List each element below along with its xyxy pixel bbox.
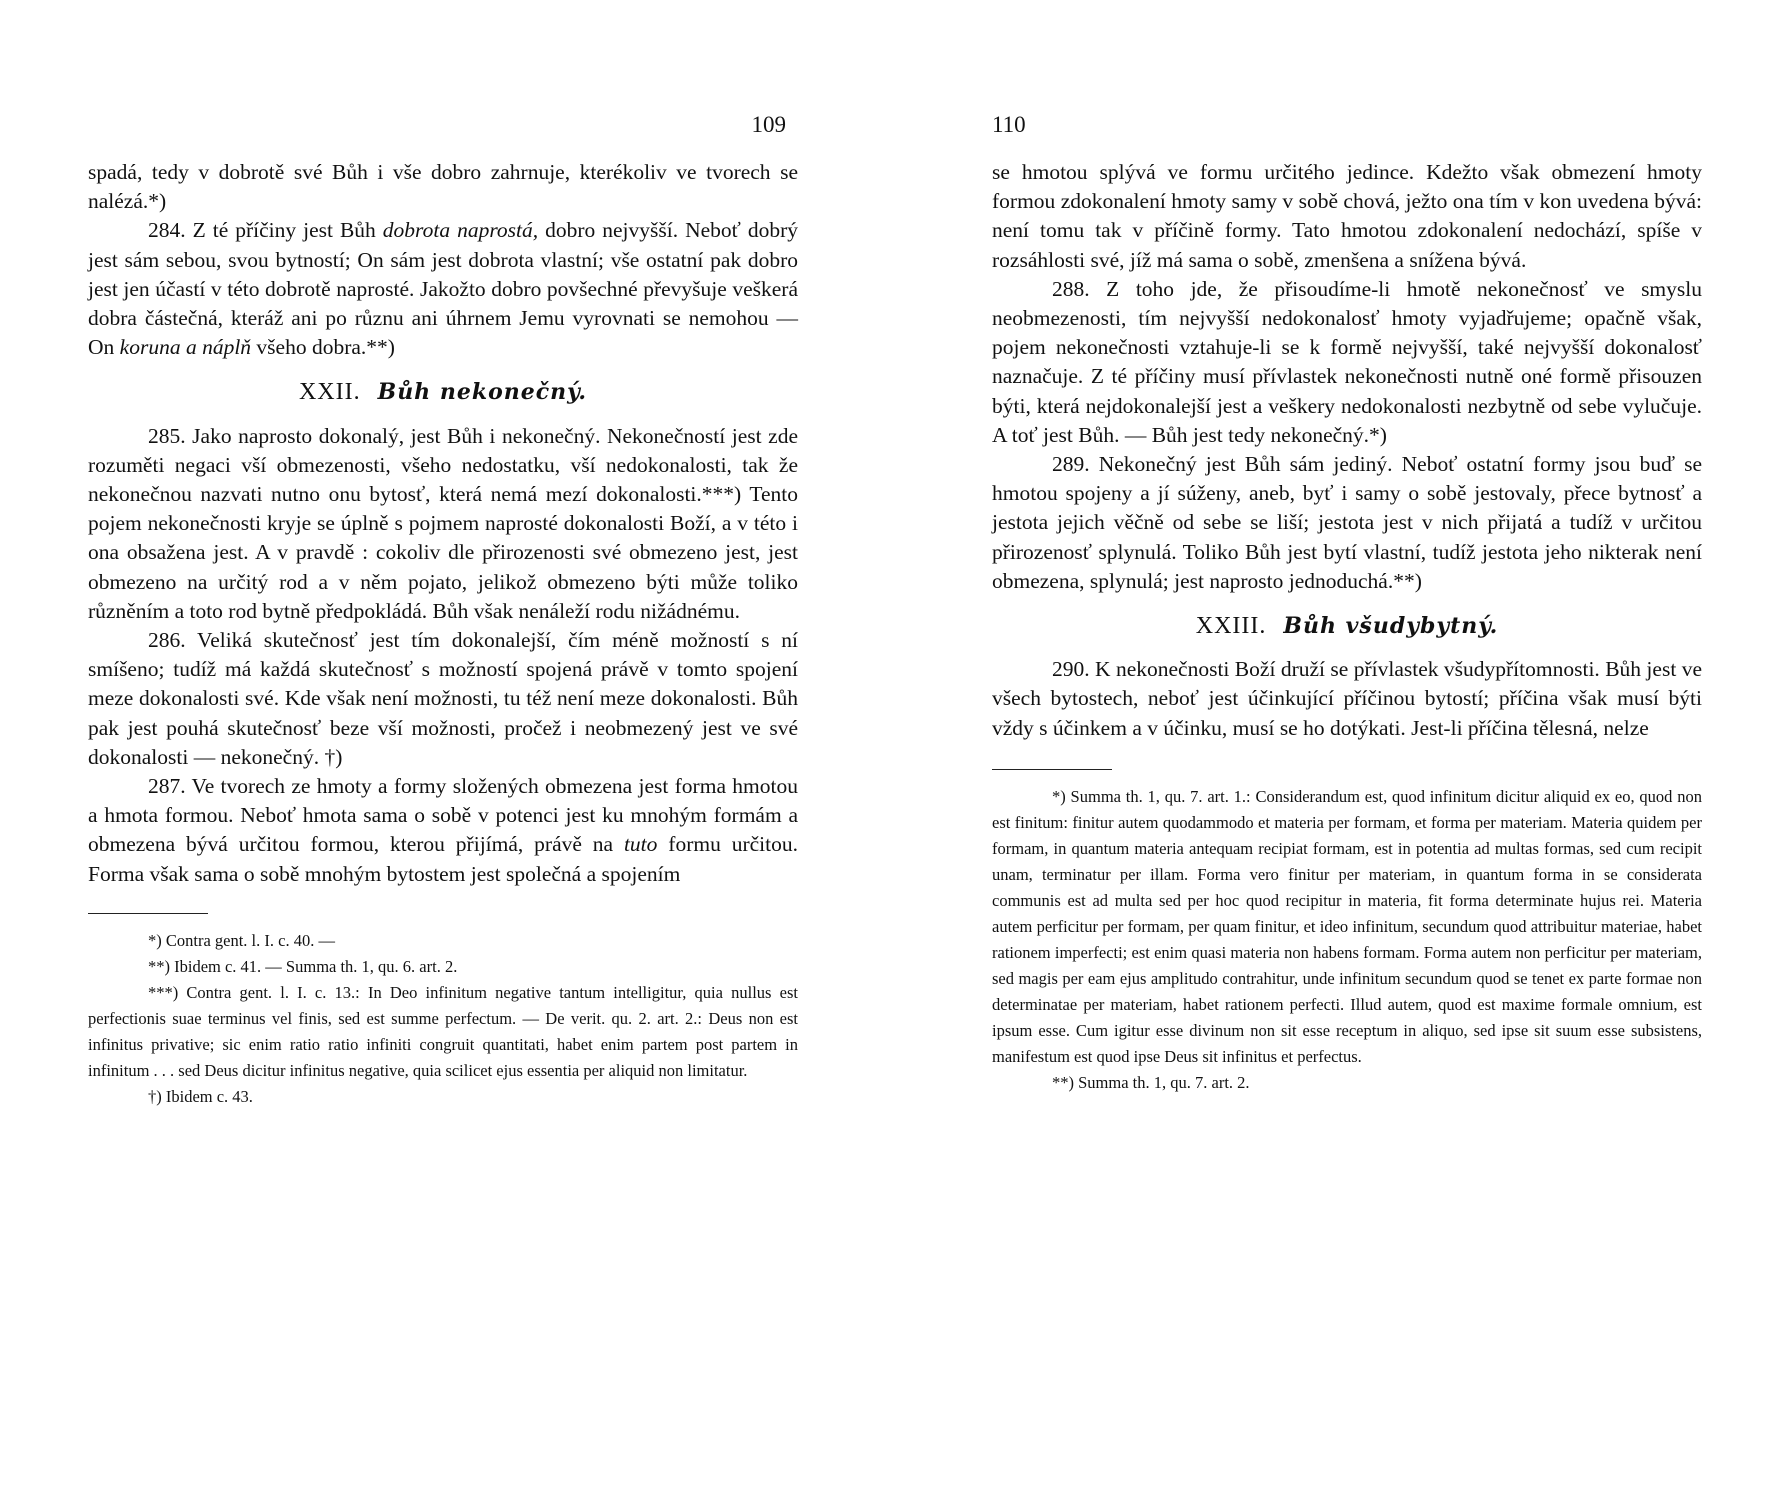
text-run: 287. Ve tvorech ze hmoty a formy složených obmezena jest forma hmotou a hmota formou. Neboť hmota sama o sobě v potenci jest ku mnohým formám a obmezena bývá určitou formou, kterou přijímá, právě na (88, 774, 798, 857)
footnotes (88, 928, 798, 1110)
section-number: XXII. (298, 379, 361, 406)
section-title: Bůh nekonečný. (377, 379, 588, 406)
footnote: **) Summa th. 1, qu. 7. art. 2. (1052, 1072, 1250, 1092)
paragraph-continuation: spadá, tedy v dobrotě své Bůh i vše dobro zahrnuje, kterékoliv ve tvorech se nalézá.*) (88, 160, 798, 214)
text-run: 284. Z té příčiny jest Bůh (148, 218, 383, 243)
text-run: všeho dobra.**) (251, 335, 395, 360)
body-text (88, 158, 798, 889)
section-heading (992, 612, 1702, 641)
body-text (992, 158, 1702, 743)
page-number: 110 (992, 112, 1026, 137)
section-number: XXIII. (1195, 613, 1267, 640)
paragraph-290: 290. K nekonečnosti Boží druží se přívlastek všudypřítomnosti. Bůh jest ve všech bytostech, neboť jest účinkující příčinou bytostí; příčina však musí býti vždy s účinkem a v účinku, musí se ho dotýkati. Jest-li příčina tělesná, nelze (992, 657, 1702, 740)
text-run: formu určitou. Forma však sama o sobě mnohým bytostem jest společná a spojením (88, 832, 798, 886)
footnote: *) Summa th. 1, qu. 7. art. 1.: Considerandum est, quod infinitum dicitur aliquid ex eo, quod non est finitum: finitur autem quodammodo et materia per formam, et forma per materiam. Materia quidem per formam, in quantum materia antequam recipiat formam, est in potentia ad multas formas, sed cum recipit unam, terminatur per illam. Forma vero finitur per materiam, in quantum forma in se considerata communis est ad multa sed per hoc quod recipitur in materia, fit forma determinate hujus rei. Materia autem perficitur per formam, per quam finitur, et ideo infinitum, secundum quod attribuitur materiae, habet rationem imperfecti; est enim quasi materia non habens formam. Forma autem non perficitur per materiam, sed magis per eam ejus amplitudo contrahitur, unde infinitum secundum quod se tenet ex parte formae non determinatae per materiam, habet rationem perfecti. Illud autem, quod est maxime formale omnium, est ipsum esse. Cum igitur esse divinum non sit esse receptum in aliquo, sed ipse sit suum esse subsistens, manifestum est quod ipse Deus sit infinitus et perfectus. (992, 786, 1702, 1066)
paragraph-285: 285. Jako naprosto dokonalý, jest Bůh i nekonečný. Nekonečností jest zde rozuměti negaci vší obmezenosti, všeho nedostatku, vší nedokonalosti, tak že nekonečnou nazvati nutno onu bytosť, která nemá mezí dokonalosti.***) Tento pojem nekonečnosti kryje se úplně s pojmem naprosté dokonalosti Boží, a v této i ona obsažena jest. A v pravdě : cokoliv dle přirozenosti své obmezeno jest, jest obmezeno na určitý rod a v něm pojato, jelikož obmezeno býti může toliko různěním a toto rod bytně předpokládá. Bůh však nenáleží rodu nižádnému. (88, 423, 798, 623)
footnote: *) Contra gent. l. I. c. 40. — (148, 930, 335, 950)
text-run: dobro nejvyšší. Neboť dobrý jest sám sebou, svou bytností; On sám jest dobrota vlastní; vše ostatní pak dobro jest jen účastí v této dobrotě naprosté. Jakožto dobro povšechné převyšuje veškerá dobra částečná, kteráž ani po různu ani úhrnem Jemu vyrovnati se nemohou — On (88, 218, 798, 360)
right-page (992, 0, 1702, 1096)
paragraph-284 (88, 216, 798, 362)
emphasis: tuto (623, 832, 658, 857)
emphasis: koruna a náplň (119, 335, 252, 360)
footnotes (992, 784, 1702, 1096)
left-page (88, 0, 798, 1110)
page-number: 109 (751, 112, 786, 137)
paragraph-continuation: se hmotou splývá ve formu určitého jedince. Kdežto však obmezení hmoty formou zdokonalení hmoty samy v sobě chová, ježto ona tím v kon uvedena bývá: není tomu tak v příčině formy. Tato hmotou zdokonalení nedochází, spíše v rozsáhlosti své, jíž má sama o sobě, zmenšena a snížena bývá. (992, 160, 1702, 272)
footnote: †) Ibidem c. 43. (148, 1086, 253, 1106)
paragraph-288: 288. Z toho jde, že přisoudíme-li hmotě nekonečnosť ve smyslu neobmezenosti, tím nejvyšší nedokonalosť hmoty vyjadřujeme; opačně však, pojem nekonečnosti vztahuje-li se k formě nejvyšší, také nejvyšší dokonalosť naznačuje. Z té příčiny musí přívlastek nekonečnosti nutně oné formě přisouzen býti, která nejdokonalejší jest a veškery nedokonalosti nezbytně od sebe vylučuje. A toť jest Bůh. — Bůh jest tedy nekonečný.*) (992, 276, 1702, 447)
section-title: Bůh všudybytný. (1283, 613, 1499, 640)
footnote-divider (992, 769, 1112, 770)
footnote-divider (88, 913, 208, 914)
footnote: **) Ibidem c. 41. — Summa th. 1, qu. 6. art. 2. (148, 956, 458, 976)
emphasis: dobrota naprostá, (382, 218, 539, 243)
paragraph-289: 289. Nekonečný jest Bůh sám jediný. Neboť ostatní formy jsou buď se hmotou spojeny a jí súženy, aneb, byť i samy o sobě jestovaly, přece bytnosť a jestota jejich věčně od sebe se liší; jestota jest v nich přijatá a tudíž v určitou přirozenosť splynulá. Toliko Bůh jest bytí vlastní, tudíž jestota jeho nikterak není obmezena, splynulá; jest naprosto jednoduchá.**) (992, 452, 1702, 593)
section-heading (88, 378, 798, 407)
paragraph-287 (88, 772, 798, 889)
paragraph-286: 286. Veliká skutečnosť jest tím dokonalejší, čím méně možností s ní smíšeno; tudíž má každá skutečnosť s možností spojená právě v tomto spojení meze dokonalosti své. Kde však není možnosti, tu též není meze dokonalosti. Bůh pak jest pouhá skutečnosť beze vší možnosti, pročež i neobmezený jest ve své dokonalosti — nekonečný. †) (88, 628, 798, 769)
footnote: ***) Contra gent. l. I. c. 13.: In Deo infinitum negative tantum intelligitur, quia nullus est perfectionis suae terminus vel finis, sed est summe perfectum. — De verit. qu. 2. art. 2.: Deus non est infinitus privative; sic enim ratio ratio infiniti congruit quantitati, habet enim partem post partem in infinitum . . . sed Deus dicitur infinitus negative, quia scilicet ejus essentia per aliquid non limitatur. (88, 982, 798, 1080)
